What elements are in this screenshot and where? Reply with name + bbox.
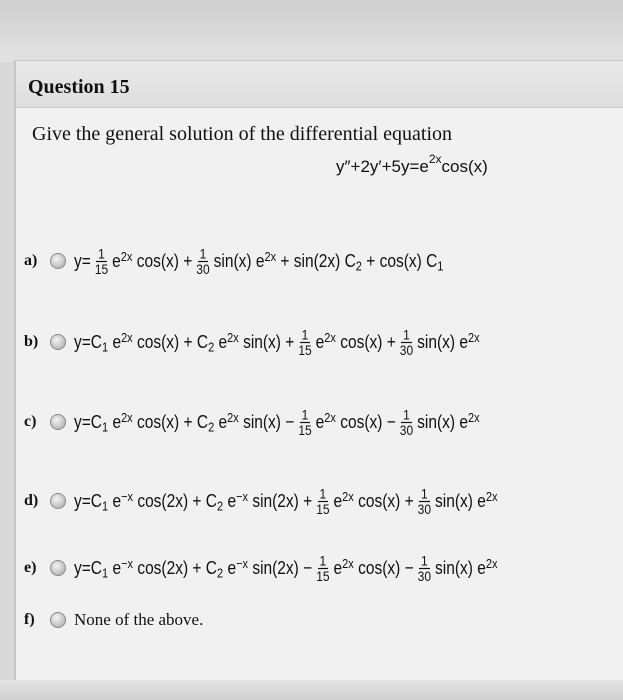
- math-text: e: [315, 411, 325, 432]
- equation-lhs: y″+2y′+5y=e: [336, 157, 429, 176]
- fraction: [93, 246, 110, 276]
- exponent: 2x: [485, 556, 498, 571]
- exponent: −x: [121, 489, 133, 504]
- fraction-denominator: 30: [417, 500, 432, 517]
- math-text: sin(x) e: [435, 557, 486, 578]
- math-text: e: [218, 331, 228, 352]
- question-card: [14, 60, 623, 691]
- fraction-numerator: 1: [319, 485, 327, 502]
- fraction-numerator: 1: [199, 245, 207, 262]
- fraction-numerator: 1: [301, 406, 309, 423]
- exponent: −x: [121, 556, 133, 571]
- math-text: e: [112, 490, 122, 511]
- option-b-radio[interactable]: [50, 334, 66, 350]
- math-text: e: [315, 331, 325, 352]
- math-text: e: [333, 490, 343, 511]
- exponent: 2x: [227, 330, 239, 345]
- option-e-formula: [74, 553, 497, 583]
- math-text: cos(x) + C: [137, 411, 209, 432]
- fraction: [314, 486, 331, 516]
- option-f-radio[interactable]: [50, 612, 66, 628]
- fraction-denominator: 30: [196, 260, 210, 277]
- option-letter: f): [24, 611, 35, 628]
- math-text: sin(2x) +: [252, 490, 313, 511]
- exponent: 2x: [120, 249, 133, 264]
- exponent: 2x: [121, 410, 133, 425]
- fraction-numerator: 1: [98, 245, 105, 262]
- fraction-numerator: 1: [403, 326, 410, 343]
- fraction-numerator: 1: [421, 552, 428, 569]
- math-text: sin(x) e: [417, 331, 468, 352]
- math-text: e: [112, 557, 122, 578]
- fraction-denominator: 15: [316, 567, 330, 584]
- fraction: [398, 327, 415, 357]
- option-c-radio[interactable]: [50, 414, 66, 430]
- exponent: 2x: [324, 330, 336, 345]
- fraction: [416, 486, 433, 516]
- fraction-numerator: 1: [403, 406, 410, 423]
- math-text: sin(x) −: [243, 411, 295, 432]
- exponent: 2x: [342, 556, 354, 571]
- exponent: −x: [236, 556, 248, 571]
- math-text: + cos(x) C: [366, 250, 438, 271]
- equation-rhs: cos(x): [441, 157, 488, 176]
- subscript: 1: [437, 258, 444, 273]
- math-text: cos(2x) + C: [137, 490, 217, 511]
- option-e-radio[interactable]: [50, 560, 66, 576]
- exponent: 2x: [467, 410, 480, 425]
- subscript: 2: [217, 498, 224, 513]
- option-letter: c): [24, 413, 37, 430]
- math-text: sin(x) e: [213, 250, 265, 271]
- option-b[interactable]: [24, 322, 480, 362]
- math-text: y=C: [74, 557, 102, 578]
- question-prompt: Give the general solution of the differential equation: [32, 123, 453, 145]
- fraction: [314, 553, 331, 583]
- option-a-radio[interactable]: [50, 253, 66, 269]
- option-letter: e): [24, 559, 37, 576]
- fraction-numerator: 1: [421, 485, 428, 502]
- math-text: e: [112, 331, 122, 352]
- subscript: 2: [208, 339, 215, 354]
- exponent: 2x: [485, 489, 498, 504]
- math-text: y=C: [74, 331, 102, 352]
- fraction-denominator: 30: [417, 567, 432, 584]
- math-text: e: [333, 557, 343, 578]
- differential-equation: [336, 152, 488, 177]
- math-text: y=C: [74, 490, 102, 511]
- subscript: 2: [355, 258, 362, 273]
- fraction: [416, 553, 433, 583]
- math-text: cos(2x) + C: [137, 557, 217, 578]
- subscript: 2: [208, 419, 215, 434]
- equation-exponent: 2x: [428, 152, 442, 166]
- subscript: 1: [102, 339, 109, 354]
- math-text: e: [227, 490, 237, 511]
- math-text: cos(x) +: [358, 490, 414, 511]
- fraction-denominator: 15: [298, 421, 312, 438]
- math-text: e: [112, 250, 121, 271]
- option-a[interactable]: [24, 241, 443, 281]
- fraction: [194, 246, 211, 276]
- exponent: 2x: [342, 489, 354, 504]
- fraction: [296, 407, 313, 437]
- option-f-text: None of the above.: [74, 610, 204, 629]
- math-text: y=C: [74, 411, 102, 432]
- exponent: 2x: [227, 410, 239, 425]
- fraction-denominator: 15: [316, 500, 330, 517]
- exponent: 2x: [324, 410, 336, 425]
- option-letter: a): [24, 252, 38, 269]
- option-c[interactable]: [24, 402, 480, 442]
- question-header: [16, 61, 623, 108]
- subscript: 2: [217, 565, 224, 580]
- math-text: cos(x) +: [340, 331, 396, 352]
- question-title: Question 15: [28, 76, 130, 98]
- option-d-formula: [74, 486, 497, 516]
- option-d[interactable]: [24, 481, 497, 521]
- math-text: e: [112, 411, 122, 432]
- exponent: −x: [236, 489, 248, 504]
- fraction-denominator: 30: [399, 341, 414, 358]
- fraction-numerator: 1: [301, 326, 309, 343]
- option-f[interactable]: [24, 600, 203, 640]
- fraction-denominator: 15: [298, 341, 312, 358]
- subscript: 1: [102, 498, 109, 513]
- math-text: cos(x) −: [358, 557, 414, 578]
- option-d-radio[interactable]: [50, 493, 66, 509]
- next-question-edge: [0, 680, 623, 700]
- option-a-formula: [74, 246, 443, 276]
- option-c-formula: [74, 407, 480, 437]
- math-text: cos(x) −: [340, 411, 396, 432]
- fraction-denominator: 30: [399, 421, 414, 438]
- math-text: y=: [74, 250, 91, 271]
- option-b-formula: [74, 327, 480, 357]
- math-text: e: [218, 411, 228, 432]
- option-letter: d): [24, 492, 39, 509]
- subscript: 1: [102, 419, 109, 434]
- fraction: [296, 327, 313, 357]
- exponent: 2x: [467, 330, 480, 345]
- math-text: sin(x) e: [435, 490, 486, 511]
- fraction: [398, 407, 415, 437]
- page-top-strip: [0, 0, 623, 62]
- exponent: 2x: [121, 330, 133, 345]
- fraction-denominator: 15: [94, 260, 109, 277]
- math-text: sin(2x) −: [252, 557, 313, 578]
- option-e[interactable]: [24, 548, 497, 588]
- option-letter: b): [24, 333, 39, 350]
- math-text: cos(x) +: [136, 250, 193, 271]
- math-text: sin(x) +: [243, 331, 295, 352]
- fraction-numerator: 1: [319, 552, 327, 569]
- math-text: sin(x) e: [417, 411, 468, 432]
- math-text: + sin(2x) C: [280, 250, 356, 271]
- exponent: 2x: [264, 249, 277, 264]
- math-text: cos(x) + C: [137, 331, 209, 352]
- subscript: 1: [102, 565, 109, 580]
- math-text: e: [227, 557, 237, 578]
